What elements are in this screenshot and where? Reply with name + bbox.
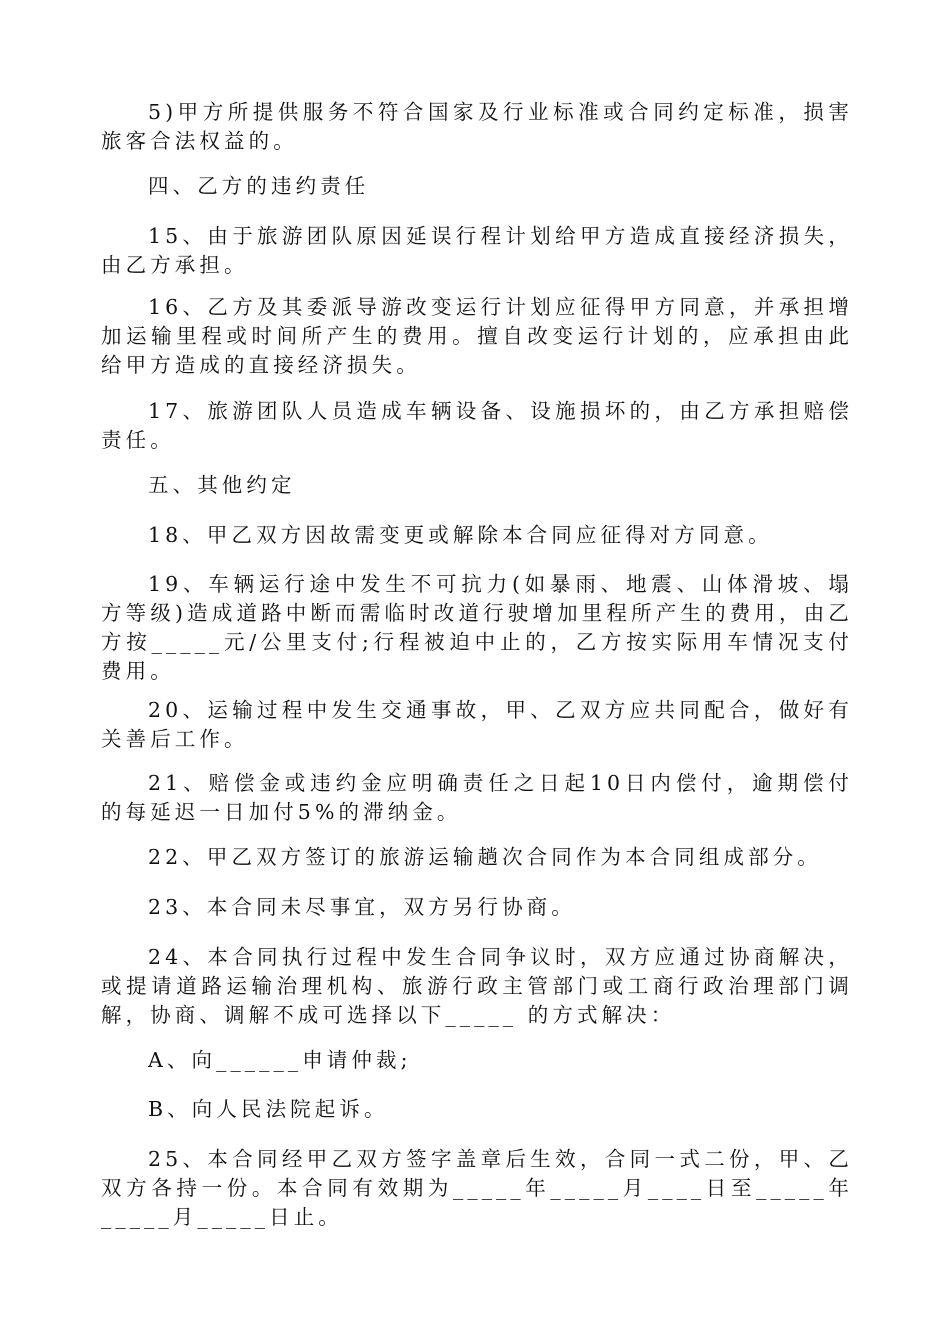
clause-25: 25、本合同经甲乙双方签字盖章后生效，合同一式二份，甲、乙双方各持一份。本合同有效期为_____年_____月____日至_____年_____月_____日止。 (101, 1147, 853, 1229)
clause-23: 23、本合同未尽事宜，双方另行协商。 (148, 895, 576, 919)
clause-19: 19、车辆运行途中发生不可抗力(如暴雨、地震、山体滑坡、塌方等级)造成道路中断而需临时改道行驶增加里程所产生的费用，由乙方按_____元/公里支付;行程被迫中止的，乙方按实际用车情况支付费用。 (101, 572, 853, 683)
clause-15: 15、由于旅游团队原因延误行程计划给甲方造成直接经济损失，由乙方承担。 (101, 224, 853, 277)
clause-16: 16、乙方及其委派导游改变运行计划应征得甲方同意，并承担增加运输里程或时间所产生的费用。擅自改变运行计划的，应承担由此给甲方造成的直接经济损失。 (101, 295, 853, 377)
clause-21: 21、赔偿金或违约金应明确责任之日起10日内偿付，逾期偿付的每延迟一日加付5%的滞纳金。 (101, 771, 853, 824)
section-heading-other-terms: 五、其他约定 (148, 473, 296, 497)
clause-18: 18、甲乙双方因故需变更或解除本合同应征得对方同意。 (148, 523, 773, 547)
section-heading-breach-party-b: 四、乙方的违约责任 (148, 174, 370, 198)
clause-5-item: 5)甲方所提供服务不符合国家及行业标准或合同约定标准，损害旅客合法权益的。 (101, 100, 853, 153)
clause-24: 24、本合同执行过程中发生合同争议时，双方应通过协商解决，或提请道路运输治理机构、旅游行政主管部门或工商行政治理部门调解，协商、调解不成可选择以下_____ 的方式解决： (101, 945, 853, 1027)
clause-17: 17、旅游团队人员造成车辆设备、设施损坏的，由乙方承担赔偿责任。 (101, 399, 853, 452)
clause-20: 20、运输过程中发生交通事故，甲、乙双方应共同配合，做好有关善后工作。 (101, 698, 853, 751)
clause-22: 22、甲乙双方签订的旅游运输趟次合同作为本合同组成部分。 (148, 845, 822, 869)
clause-24-option-b: B、向人民法院起诉。 (148, 1097, 389, 1121)
clause-24-option-a: A、向______申请仲裁; (148, 1048, 412, 1072)
